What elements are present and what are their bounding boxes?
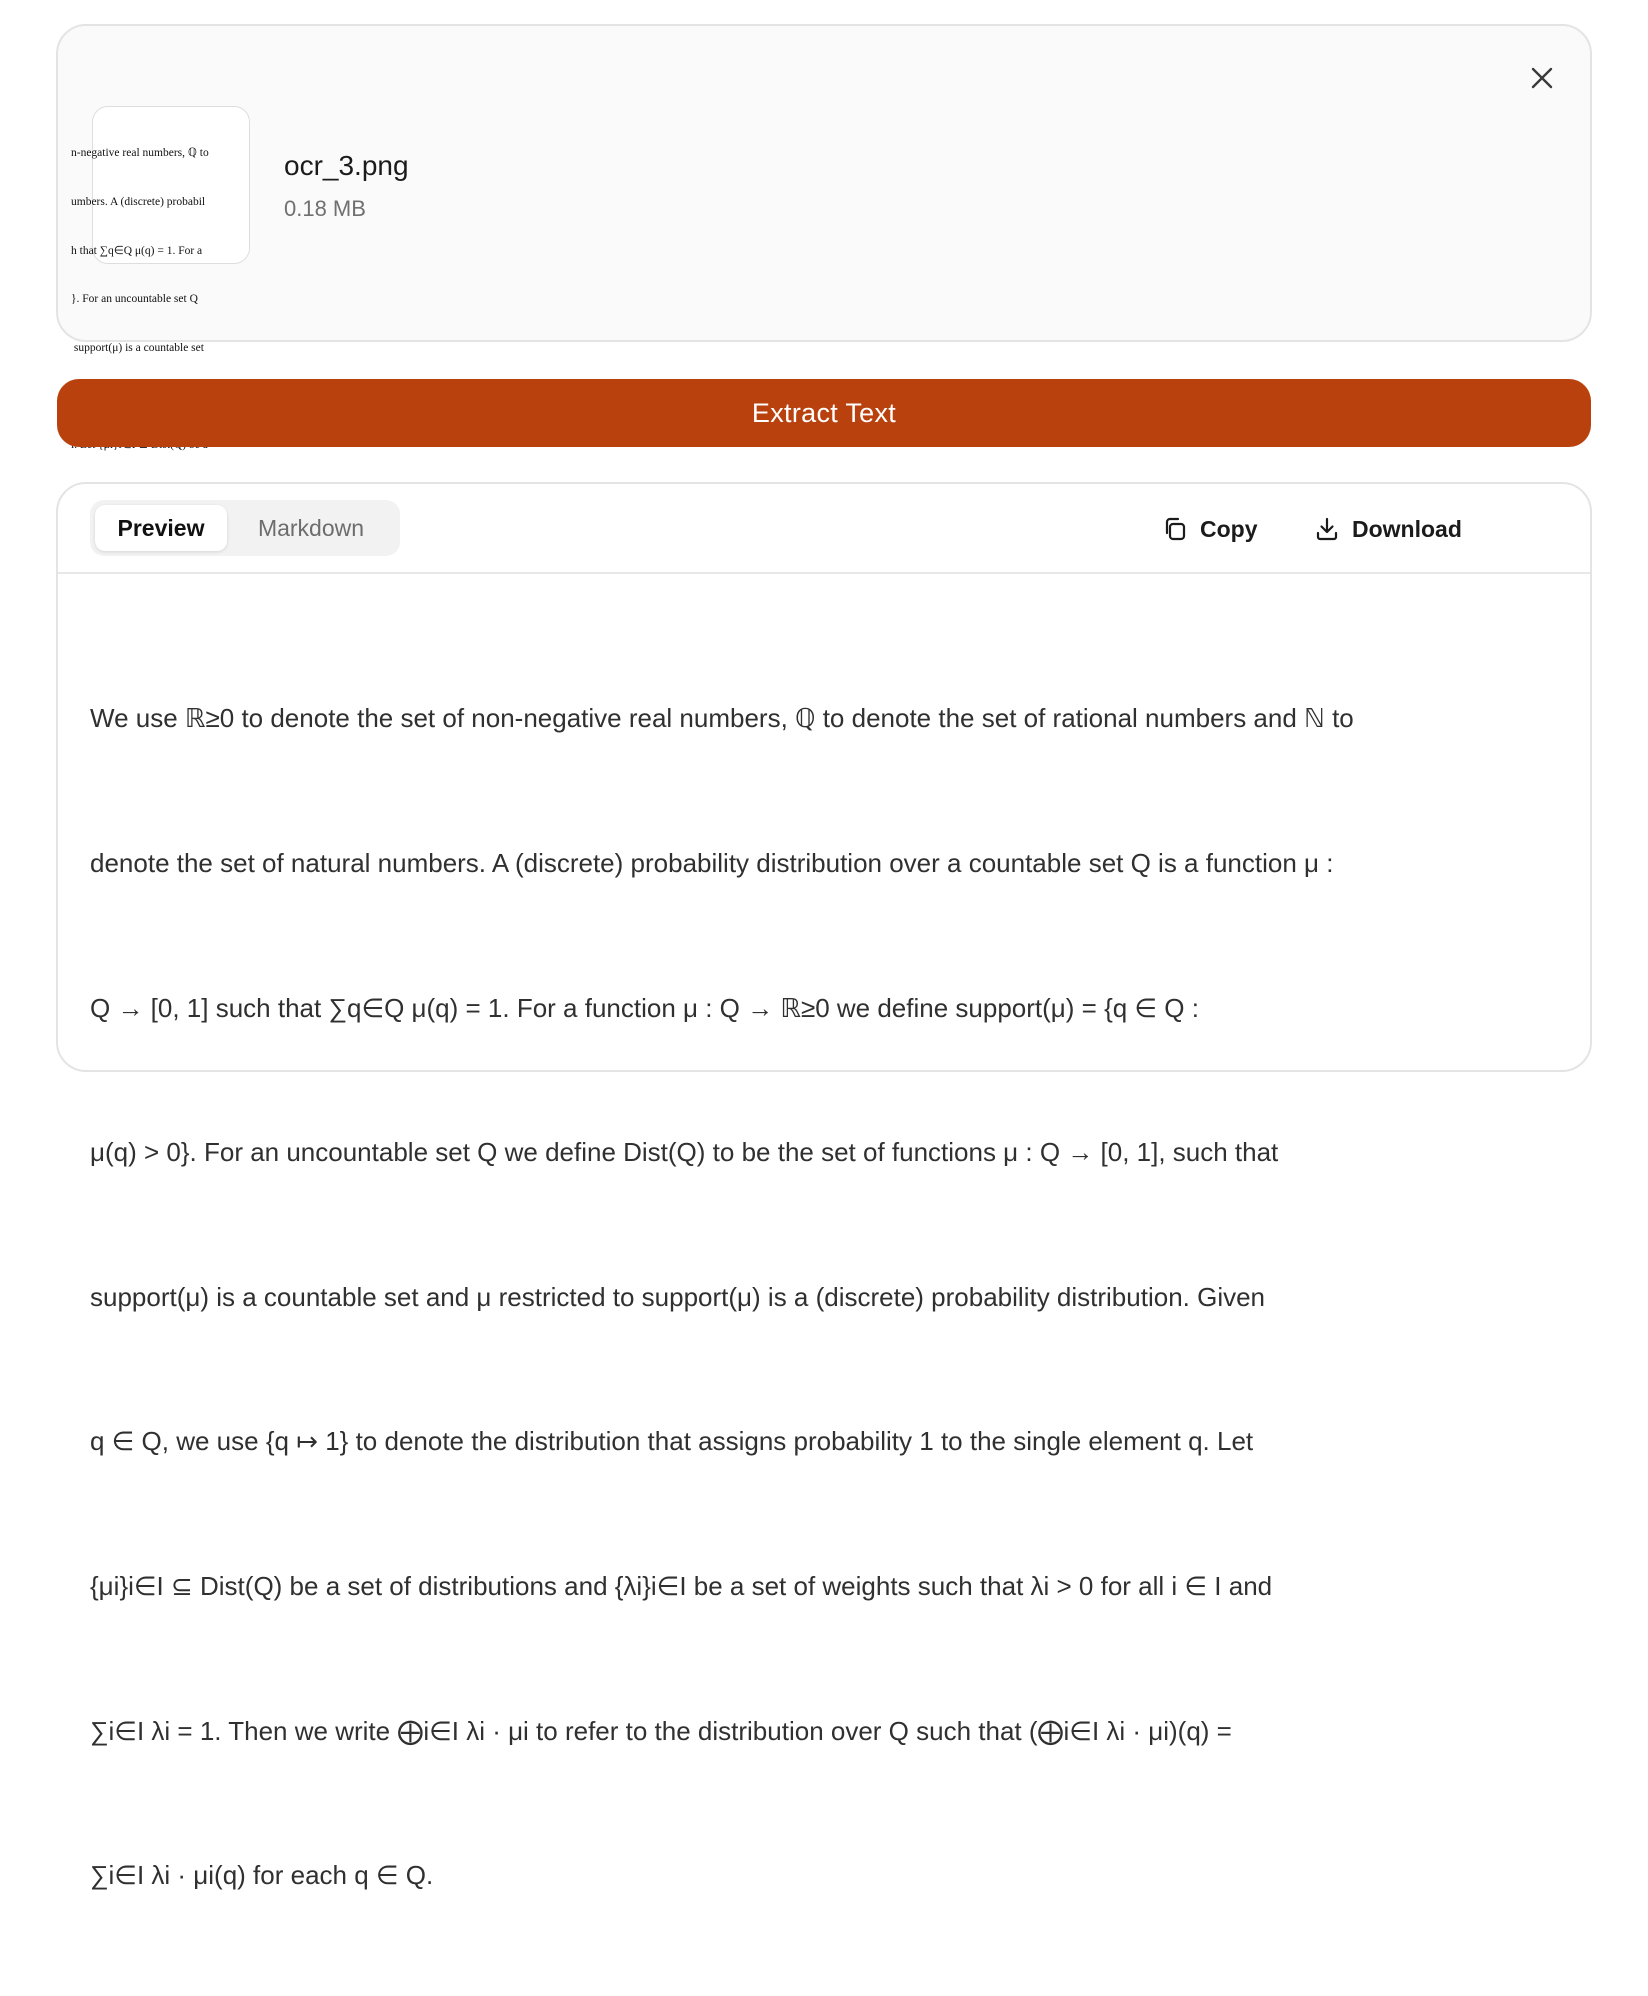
copy-icon	[1162, 516, 1188, 542]
download-label: Download	[1352, 515, 1462, 542]
remove-file-button[interactable]	[1520, 56, 1564, 100]
text-line: Q → [0, 1] such that ∑q∈Q μ(q) = 1. For a function μ : Q → ℝ≥0 we define support(μ) = {q ∈ Q :	[90, 992, 1199, 1023]
extract-text-button[interactable]: Extract Text	[57, 379, 1591, 447]
file-size: 0.18 MB	[284, 196, 366, 221]
copy-button[interactable]	[1162, 506, 1258, 552]
result-panel	[56, 482, 1592, 1891]
download-icon	[1314, 516, 1340, 542]
text-line: μ(q) > 0}. For an uncountable set Q we define Dist(Q) to be the set of functions μ : Q → [0, 1], such that	[90, 1137, 1279, 1168]
thumbnail-line: umbers. A (discrete) probabil	[71, 196, 206, 209]
copy-label: Copy	[1200, 515, 1258, 542]
text-line: ∑i∈I λi = 1. Then we write ⨁i∈I λi · μi to refer to the distribution over Q such that (⨁i∈I λi · μi)(q) =	[90, 1715, 1232, 1746]
thumbnail-line: n-negative real numbers, ℚ to	[71, 147, 209, 160]
view-tabs	[90, 500, 400, 556]
text-line: We use ℝ≥0 to denote the set of non-negative real numbers, ℚ to denote the set of rational numbers and ℕ to	[90, 703, 1354, 734]
download-button[interactable]	[1314, 506, 1462, 552]
thumbnail-line: h that ∑q∈Q μ(q) = 1. For a	[71, 244, 203, 257]
uploaded-file-card	[56, 24, 1592, 354]
thumbnail-line: }. For an uncountable set Q	[71, 293, 198, 306]
close-icon	[1530, 66, 1554, 90]
tab-markdown[interactable]: Markdown	[257, 514, 365, 541]
text-line: support(μ) is a countable set and μ restricted to support(μ) is a (discrete) probability distribution. Given	[90, 1281, 1266, 1312]
text-line: ∑i∈I λi · μi(q) for each q ∈ Q.	[90, 1860, 434, 1891]
file-thumbnail	[71, 106, 250, 354]
tab-preview[interactable]: Preview	[95, 505, 227, 551]
thumbnail-line: support(μ) is a countable set	[71, 341, 204, 354]
text-line: {μi}i∈I ⊆ Dist(Q) be a set of distributions and {λi}i∈I be a set of weights such that λi > 0 for all i ∈ I and	[90, 1571, 1273, 1602]
file-name: ocr_3.png	[284, 150, 409, 181]
text-line: q ∈ Q, we use {q ↦ 1} to denote the distribution that assigns probability 1 to the single element q. Let	[90, 1426, 1254, 1457]
result-toolbar	[58, 484, 1590, 574]
text-line: denote the set of natural numbers. A (discrete) probability distribution over a countable set Q is a function μ :	[90, 848, 1334, 879]
extracted-text	[90, 598, 1560, 1996]
